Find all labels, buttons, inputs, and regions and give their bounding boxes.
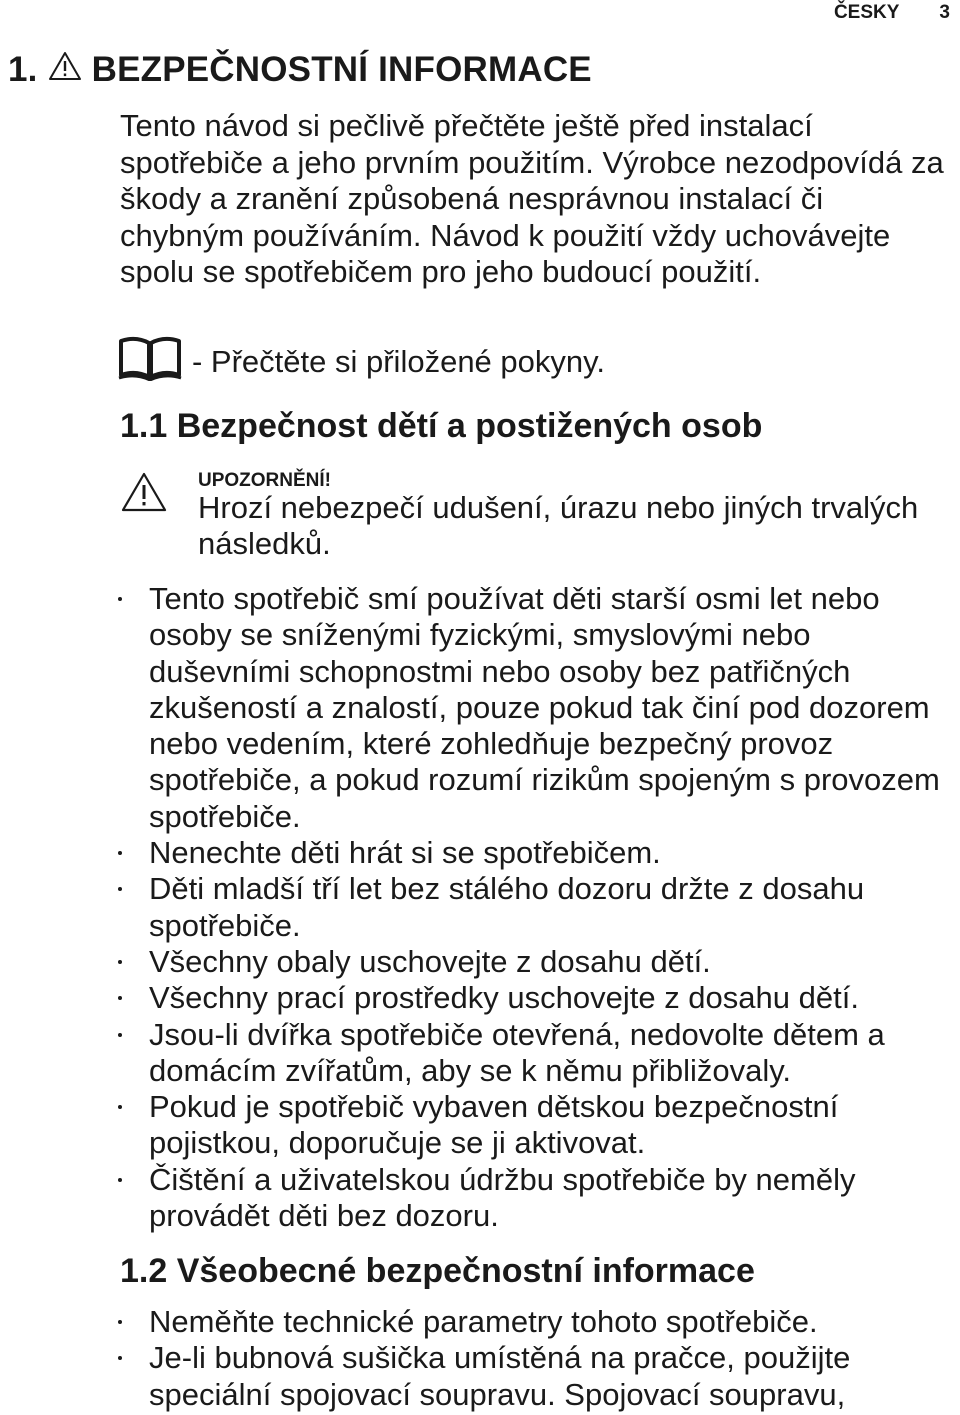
list-item: Jsou-li dvířka spotřebiče otevřená, nedovolte dětem a domácím zvířatům, aby se k němu přibližovaly. — [108, 1017, 956, 1090]
list-item: Tento spotřebič smí používat děti starší osmi let nebo osoby se sníženými fyzickými, smyslovými nebo duševními schopnostmi nebo osoby bez patřičných zkušeností a znalostí, pouze pokud tak činí pod dozorem nebo vedením, které zohledňuje bezpečný provoz spotřebiče, a pokud rozumí rizikům spojeným s provozem spotřebiče. — [108, 581, 956, 835]
warning-label: UPOZORNĚNÍ! — [198, 470, 331, 491]
book-note-text: - Přečtěte si přiložené pokyny. — [192, 344, 605, 379]
instructions-note — [118, 335, 605, 389]
list-item: Nenechte děti hrát si se spotřebičem. — [108, 835, 956, 871]
section-1-title: BEZPEČNOSTNÍ INFORMACE — [91, 50, 592, 89]
list-item: Neměňte technické parametry tohoto spotřebiče. — [108, 1304, 956, 1340]
page-number: 3 — [939, 2, 950, 23]
section-1-heading — [8, 50, 592, 90]
warning-text: Hrozí nebezpečí udušení, úrazu nebo jiných trvalých následků. — [198, 490, 919, 561]
list-item: Všechny obaly uschovejte z dosahu dětí. — [108, 944, 956, 980]
child-safety-list — [108, 581, 956, 1234]
section-1-2-title: 1.2 Všeobecné bezpečnostní informace — [120, 1252, 755, 1290]
book-icon — [118, 335, 182, 389]
general-safety-list — [108, 1304, 956, 1413]
section-1-1-title: 1.1 Bezpečnost dětí a postižených osob — [120, 407, 763, 445]
page-header — [834, 2, 950, 24]
warning-triangle-icon — [121, 472, 167, 512]
header-language: ČESKY — [833, 2, 900, 23]
section-1-number: 1. — [8, 50, 38, 89]
list-item: Čištění a uživatelskou údržbu spotřebiče by neměly provádět děti bez dozoru. — [108, 1162, 956, 1235]
list-item: Všechny prací prostředky uschovejte z dosahu dětí. — [108, 980, 956, 1016]
list-item: Je-li bubnová sušička umístěná na pračce, použijte speciální spojovací soupravu. Spojovací soupravu, — [108, 1340, 956, 1413]
intro-paragraph: Tento návod si pečlivě přečtěte ještě před instalací spotřebiče a jeho prvním použitím. Výrobce nezodpovídá za škody a zranění způsobená nesprávnou instalací či chybným používáním. Návod k použití vždy uchovávejte spolu se spotřebičem pro jeho budoucí použití. — [120, 108, 944, 289]
list-item: Pokud je spotřebič vybaven dětskou bezpečnostní pojistkou, doporučuje se ji aktivovat. — [108, 1089, 956, 1162]
list-item: Děti mladší tří let bez stálého dozoru držte z dosahu spotřebiče. — [108, 871, 956, 944]
warning-triangle-icon — [48, 50, 82, 90]
